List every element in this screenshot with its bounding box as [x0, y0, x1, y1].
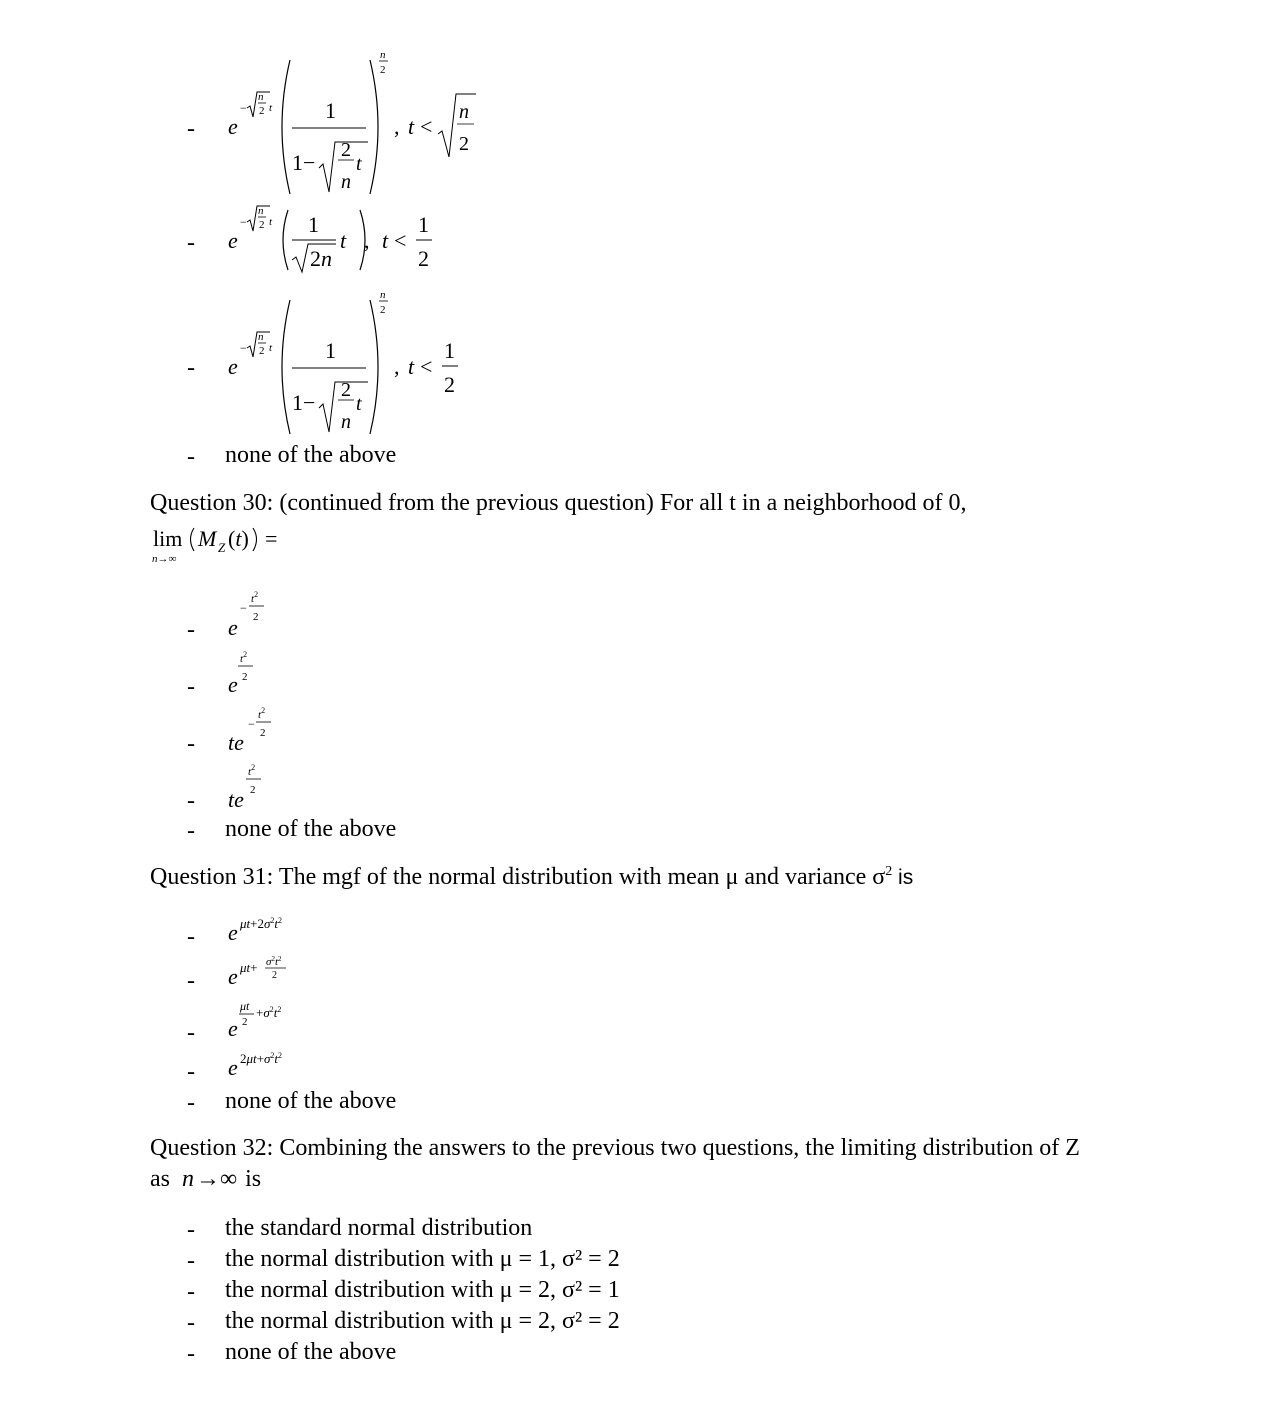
- svg-text:σ2t2: $\sigma^2t^2$: [266, 955, 282, 968]
- svg-text:2: 2: [272, 970, 277, 981]
- svg-text:e: e: [228, 354, 238, 379]
- q29-option-3-formula: [222, 282, 482, 442]
- superscript-two: 2: [885, 864, 893, 879]
- svg-text:2: 2: [259, 345, 265, 357]
- q32-option-4-text: the normal distribution with μ = 2, σ² = 2: [225, 1308, 620, 1334]
- svg-text:2: 2: [380, 304, 386, 316]
- svg-text:t: t: [382, 228, 389, 253]
- q31-option-2-formula: [222, 950, 322, 992]
- svg-text:−: −: [248, 717, 255, 731]
- list-dash: -: [187, 444, 195, 470]
- svg-text:2: 2: [444, 372, 455, 397]
- svg-text:n: n: [258, 331, 264, 343]
- svg-text:t2: $t^2$: [248, 763, 256, 778]
- svg-text:M: M: [198, 526, 217, 551]
- svg-text:t2: $t^2$: [258, 706, 266, 721]
- svg-text:2: 2: [253, 611, 259, 623]
- list-dash: -: [187, 788, 195, 814]
- svg-text:n: n: [341, 171, 351, 193]
- svg-text:te: te: [228, 787, 244, 811]
- svg-text:2: 2: [242, 671, 248, 683]
- arrow-icon: →∞: [196, 1166, 238, 1192]
- svg-text:t: t: [356, 153, 362, 175]
- list-dash: -: [187, 731, 195, 757]
- svg-text:2: 2: [418, 246, 429, 271]
- svg-text:2n: 2n: [310, 246, 332, 271]
- svg-text:−: −: [240, 101, 247, 115]
- q30-option-1-formula: [222, 586, 282, 638]
- svg-text:n: n: [258, 91, 264, 103]
- q30-option-3-formula: [222, 700, 292, 754]
- q30-option-2-formula: [222, 644, 282, 696]
- question-32-body: Combining the answers to the previous two questions, the limiting distribution of Z: [279, 1135, 1080, 1161]
- svg-text:e: e: [228, 920, 238, 945]
- q31-option-4-formula: [222, 1043, 322, 1083]
- svg-text:1: 1: [308, 212, 319, 237]
- svg-text:,: ,: [364, 228, 370, 253]
- svg-text:n: n: [459, 101, 469, 123]
- svg-text:2: 2: [459, 133, 469, 155]
- svg-text:,: ,: [394, 354, 400, 379]
- q32-option-1-text: the standard normal distribution: [225, 1215, 533, 1241]
- svg-text:2μt+σ2t2: $2\mu t+\sigma^2t^2$: [240, 1051, 283, 1066]
- question-32-line-1: [150, 1136, 1080, 1160]
- svg-text:1: 1: [444, 338, 455, 363]
- svg-text:e: e: [228, 114, 238, 139]
- list-dash: -: [187, 1341, 195, 1367]
- svg-text:2: 2: [341, 379, 351, 401]
- svg-text:n: n: [380, 49, 386, 61]
- question-30-body: (continued from the previous question) For all t in a neighborhood of 0,: [279, 490, 967, 516]
- svg-text:2: 2: [260, 727, 266, 739]
- svg-text:n→∞: n→∞: [152, 553, 177, 565]
- q30-option-5-text: none of the above: [225, 816, 397, 842]
- list-dash: -: [187, 1059, 195, 1085]
- question-30-prefix: Question 30:: [150, 490, 274, 516]
- svg-text:μt: μt: [240, 999, 250, 1013]
- list-dash: -: [187, 1217, 195, 1243]
- svg-text:−: −: [240, 215, 247, 229]
- svg-text:<: <: [394, 228, 407, 253]
- svg-text:t: t: [269, 342, 273, 354]
- question-32-prefix: Question 32:: [150, 1135, 274, 1161]
- question-32-is: is: [245, 1166, 262, 1192]
- svg-text:t2: $t^2$: [251, 590, 259, 605]
- svg-text:t: t: [269, 102, 273, 114]
- svg-text:e: e: [228, 672, 238, 696]
- svg-text:e: e: [228, 1055, 238, 1080]
- svg-text:+σ2t2: $+\sigma^2t^2$: [256, 1005, 282, 1020]
- svg-text:e: e: [228, 615, 238, 638]
- svg-text:Z: Z: [218, 540, 226, 555]
- list-dash: -: [187, 1279, 195, 1305]
- svg-text:<: <: [420, 354, 433, 379]
- list-dash: -: [187, 968, 195, 994]
- list-dash: -: [187, 230, 195, 256]
- svg-text:t: t: [408, 114, 415, 139]
- question-31-is: is: [892, 866, 914, 889]
- q29-option-1-formula: [222, 42, 492, 202]
- svg-text:=: =: [265, 526, 278, 551]
- question-31-prefix: Question 31:: [150, 864, 274, 890]
- svg-text:t2: $t^2$: [240, 650, 248, 665]
- svg-text:<: <: [420, 114, 433, 139]
- svg-text:2: 2: [259, 219, 265, 231]
- svg-text:1−: 1−: [292, 390, 316, 415]
- svg-text:e: e: [228, 228, 238, 253]
- svg-text:μt+2σ2t2: $\mu t+2\sigma^2t^2$: [240, 916, 283, 931]
- svg-text:−: −: [240, 601, 247, 615]
- svg-text:te: te: [228, 730, 244, 754]
- svg-text:t: t: [269, 216, 273, 228]
- svg-text:lim: lim: [153, 526, 183, 551]
- list-dash: -: [187, 818, 195, 844]
- list-dash: -: [187, 116, 195, 142]
- svg-text:n: n: [380, 289, 386, 301]
- q29-option-2-formula: [222, 196, 452, 278]
- list-dash: -: [187, 924, 195, 950]
- svg-text:2: 2: [341, 139, 351, 161]
- question-30-text: [150, 491, 967, 515]
- svg-text:1−: 1−: [292, 150, 316, 175]
- svg-text:,: ,: [394, 114, 400, 139]
- list-dash: -: [187, 1090, 195, 1116]
- question-31-text: [150, 865, 913, 889]
- svg-text:(t): (t): [228, 526, 249, 551]
- svg-text:−: −: [240, 341, 247, 355]
- list-dash: -: [187, 355, 195, 381]
- q30-option-4-formula: [222, 757, 292, 811]
- q31-option-3-formula: [222, 994, 322, 1042]
- n-to-infinity: n: [182, 1166, 194, 1192]
- svg-text:e: e: [228, 1016, 238, 1041]
- svg-text:e: e: [228, 964, 238, 989]
- question-32-as: as: [150, 1166, 170, 1192]
- q31-option-1-formula: [222, 908, 322, 948]
- q32-option-3-text: the normal distribution with μ = 2, σ² = 1: [225, 1277, 620, 1303]
- question-30-formula: [148, 520, 308, 566]
- svg-text:n: n: [258, 205, 264, 217]
- svg-text:n: n: [341, 411, 351, 433]
- q32-option-5-text: none of the above: [225, 1339, 397, 1365]
- list-dash: -: [187, 617, 195, 643]
- list-dash: -: [187, 674, 195, 700]
- svg-text:1: 1: [418, 212, 429, 237]
- svg-text:1: 1: [325, 98, 336, 123]
- svg-text:t: t: [408, 354, 415, 379]
- svg-text:t: t: [340, 228, 347, 253]
- svg-text:2: 2: [259, 105, 265, 117]
- q32-option-2-text: the normal distribution with μ = 1, σ² = 2: [225, 1246, 620, 1272]
- svg-text:2: 2: [250, 784, 256, 796]
- q29-option-4-text: none of the above: [225, 442, 397, 468]
- svg-text:2: 2: [380, 64, 386, 76]
- list-dash: -: [187, 1310, 195, 1336]
- list-dash: -: [187, 1248, 195, 1274]
- q31-option-5-text: none of the above: [225, 1088, 397, 1114]
- svg-text:1: 1: [325, 338, 336, 363]
- svg-text:t: t: [356, 393, 362, 415]
- list-dash: -: [187, 1020, 195, 1046]
- question-32-line-2: [150, 1167, 261, 1191]
- svg-text:2: 2: [242, 1016, 248, 1028]
- question-31-body: The mgf of the normal distribution with mean μ and variance σ: [278, 864, 886, 890]
- svg-text:μt+: μt+: [240, 960, 258, 975]
